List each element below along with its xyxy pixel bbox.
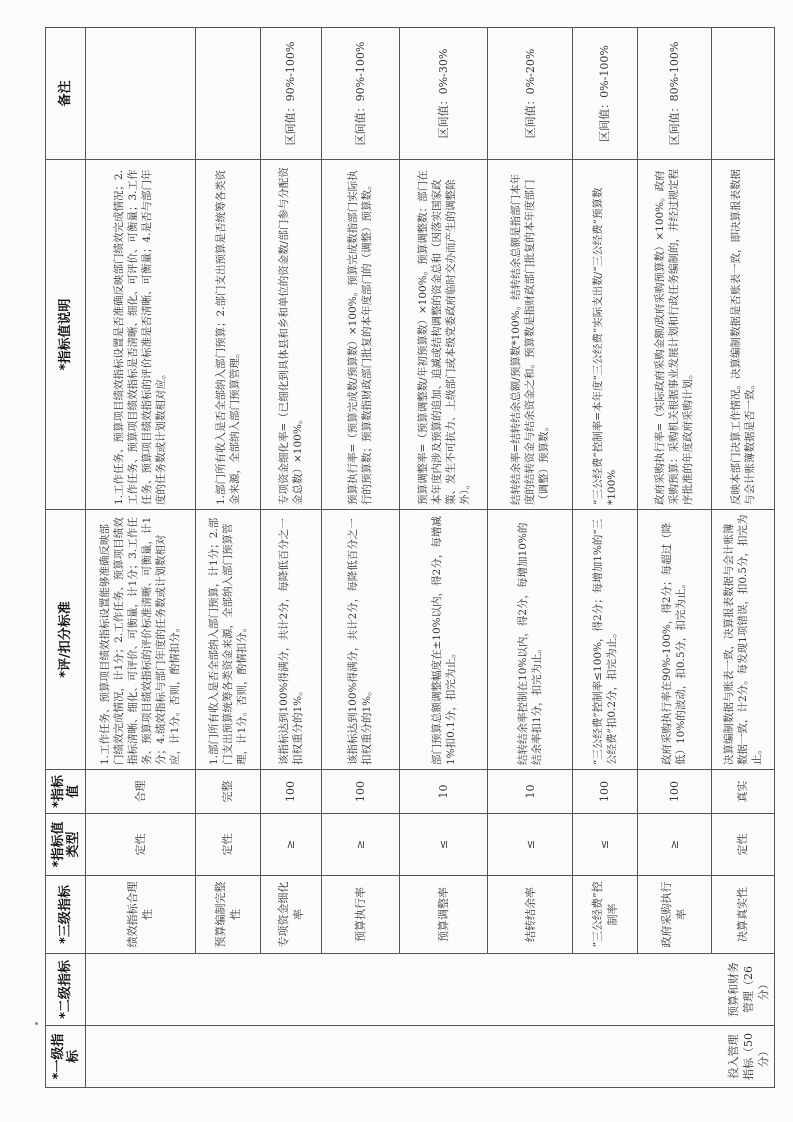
value-cell: 100 [572,770,637,814]
description-cell: 专项资金细化率=（已细化到具体县和乡和单位的资金数/部门参与分配资金总数）×100%。 [260,160,321,510]
binding-hole-mark [35,1022,38,1025]
level3-cell: 结转结余率 [488,876,572,954]
table-row [195,28,260,1088]
value-type-cell: 定性 [86,814,196,876]
value-cell: 100 [260,770,321,814]
value-cell: 10 [399,770,487,814]
remark-cell [711,28,774,160]
description-cell: “三公经费”控制率=本年度“三公经费”实际支出数/“三公经费”预算数*100% [572,160,637,510]
table-row [86,28,196,1088]
header-row [46,28,86,1088]
description-cell: 1.部门所有收入是否全部纳入部门预算；2.部门支出预算是否统筹各类资金来源，全部纳入部门预算管理。 [195,160,260,510]
value-type-cell: ≤ [572,814,637,876]
standard-cell: 部门预算总额调整幅度在±10%以内，得2分，每增减1%扣0.1分，扣完为止。 [399,510,487,770]
header-level3: *三级指标 [46,876,86,954]
description-cell: 结转结余率=结转结余总额/预算数*100%。结转结余总额是指部门本年度的结转资金与结余资金之和。预算数是指财政部门批复的本年度部门（调整）预算数。 [488,160,572,510]
level1-cell: 投入管理指标（50分） [86,1026,775,1088]
table-row [572,28,637,1088]
remark-cell: 区间值：90%-100% [260,28,321,160]
remark-cell: 区间值：0%-100% [572,28,637,160]
header-value: *指标值 [46,770,86,814]
value-type-cell: ≤ [488,814,572,876]
description-cell: 反映本部门决算工作情况。决算编制数据是否账表一致，即决算报表数据与会计账簿数据是否一致。 [711,160,774,510]
value-cell: 100 [321,770,399,814]
level3-cell: 预算编制完整性 [195,876,260,954]
header-value-type: *指标值类型 [46,814,86,876]
level3-cell: 政府采购执行率 [638,876,712,954]
value-cell: 合理 [86,770,196,814]
value-type-cell: ≥ [321,814,399,876]
header-level2: *二级指标 [46,954,86,1026]
value-type-cell: ≥ [260,814,321,876]
value-type-cell: ≤ [399,814,487,876]
header-standard: *评/扣分标准 [46,510,86,770]
description-cell: 预算调整率=（预算调整数/年初预算数）×100%。预算调整数：部门在本年度内涉及预算的追加、追减或结构调整的资金总和（因落实国家政策、发生不可抗力、上级部门或本级党委政府临时交办而产生的调整除外）。 [399,160,487,510]
value-type-cell: 定性 [195,814,260,876]
standard-cell: 1.部门所有收入是否全部纳入部门预算，计1分；2.部门支出预算统筹各类资金来源，全部纳入部门预算管理，计1分。否则，酌情扣分。 [195,510,260,770]
remark-cell: 区间值：90%-100% [321,28,399,160]
value-cell: 完整 [195,770,260,814]
remark-cell: 区间值：80%-100% [638,28,712,160]
level2-cell: 预算和财务管理（26分） [86,954,775,1026]
level3-cell: 绩效指标合理性 [86,876,196,954]
description-cell: 1.工作任务、预算项目绩效指标设置是否准确反映部门绩效完成情况；2.工作任务、预算项目绩效指标是否清晰、细化、可评价、可衡量；3.工作任务、预算项目绩效指标的评价标准是否清晰、可衡量；4.是否与部门年度的任务数或计划数相对应。 [86,160,196,510]
remark-cell [195,28,260,160]
header-level1: *一级指标 [46,1026,86,1088]
standard-cell: 1.工作任务、预算项目绩效指标设置能够准确反映部门绩效完成情况，计1分；2.工作任务、预算项目绩效指标清晰、细化、可评价、可衡量，计1分；3.工作任务、预算项目绩效指标的评价标准清晰、可衡量，计1分；4.绩效指标与部门年度的任务数或计划数相对应，计1分。否则，酌情扣分。 [86,510,196,770]
remark-cell [86,28,196,160]
level3-cell: 决算真实性 [711,876,774,954]
table-row [488,28,572,1088]
table-row [321,28,399,1088]
value-type-cell: 定性 [711,814,774,876]
standard-cell: 结转结余率控制在10%以内，得2分，每增加10%的结余率扣1分，扣完为止。 [488,510,572,770]
description-cell: 政府采购执行率=（实际政府采购金额/政府采购预算数）×100%。政府采购预算：采购机关根据事业发展计划和行政任务编制的，并经过规定程序批准的年度政府采购计划。 [638,160,712,510]
table-row [260,28,321,1088]
standard-cell: “三公经费”控制率≤100%，得2分；每增加1%的“三公经费”扣0.2分，扣完为止。 [572,510,637,770]
indicator-table [45,27,775,1088]
value-cell: 真实 [711,770,774,814]
header-description: *指标值说明 [46,160,86,510]
remark-cell: 区间值：0%-30% [399,28,487,160]
standard-cell: 该指标达到100%得满分，共计2分，每降低百分之一扣权重分的1%。 [260,510,321,770]
value-type-cell: ≥ [638,814,712,876]
rotated-table-wrapper [45,28,775,1088]
table-row [399,28,487,1088]
standard-cell: 该指标达到100%得满分，共计2分，每降低百分之一扣权重分的1%。 [321,510,399,770]
table-row [638,28,712,1088]
table-row [711,28,774,1088]
level3-cell: 专项资金细化率 [260,876,321,954]
level3-cell: “三公经费”控制率 [572,876,637,954]
level3-cell: 预算执行率 [321,876,399,954]
level3-cell: 预算调整率 [399,876,487,954]
remark-cell: 区间值：0%-20% [488,28,572,160]
header-remark: 备注 [46,28,86,160]
value-cell: 10 [488,770,572,814]
standard-cell: 政府采购执行率在90%-100%，得2分；每超过（降低）10%的波动，扣0.5分，扣完为止。 [638,510,712,770]
description-cell: 预算执行率=（预算完成数/预算数）×100%。预算完成数指部门实际执行的预算数；预算数指财政部门批复的本年度部门的（调整）预算数。 [321,160,399,510]
value-cell: 100 [638,770,712,814]
standard-cell: 决算编制数据与账表一致，决算报表数据与会计账簿数据一致，计2分。每发现1项错误，扣0.5分，扣完为止。 [711,510,774,770]
